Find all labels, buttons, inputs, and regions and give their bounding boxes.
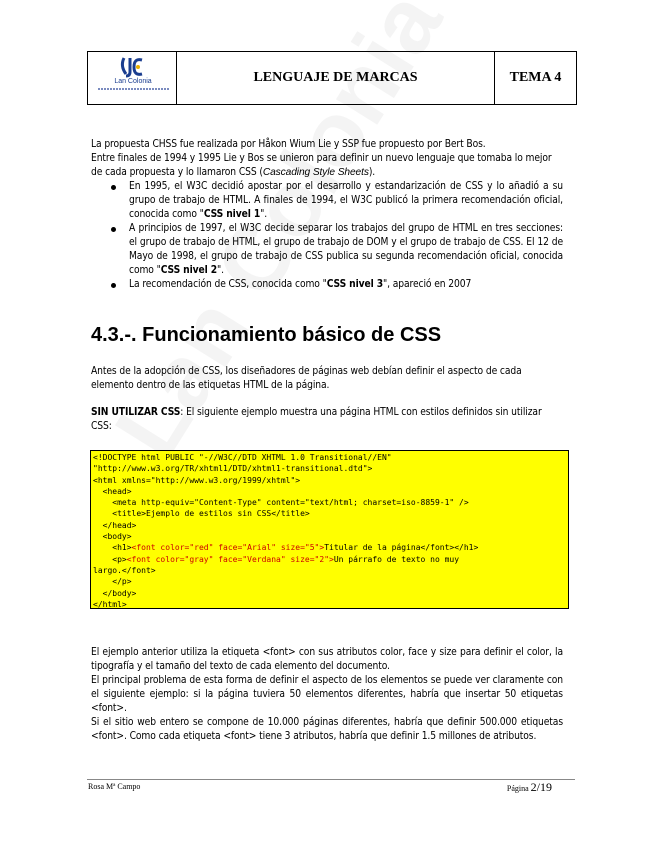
page-header <box>87 51 577 105</box>
footer-divider <box>87 779 575 780</box>
logo-text: Lan Colonia <box>114 78 152 85</box>
closing-paragraph: El ejemplo anterior utiliza la etiqueta <font> con sus atributos color, face y size para definir el color, la tipografía y el tamaño del texto de cada elemento del documento. <box>91 647 563 672</box>
code-line: <head> <box>93 486 132 496</box>
code-line: "http://www.w3.org/TR/xhtml1/DTD/xhtml1-transitional.dtd"> <box>93 464 373 474</box>
code-example <box>90 450 569 609</box>
code-line: largo.</font> <box>93 565 156 575</box>
sin-css-paragraph: SIN UTILIZAR CSS: El siguiente ejemplo muestra una página HTML con estilos definidos sin utilizar CSS: <box>91 407 542 432</box>
intro-paragraph-2: Entre finales de 1994 y 1995 Lie y Bos se unieron para definir un nuevo lenguaje que tomaba lo mejor de cada propuesta y lo llamaron CSS (Cascading Style Sheets). <box>91 153 552 178</box>
intro-paragraph-1: La propuesta CHSS fue realizada por Håkon Wium Lie y SSP fue propuesto por Bert Bos. <box>91 139 486 150</box>
list-item: La recomendación de CSS, conocida como "CSS nivel 3", apareció en 2007 <box>129 278 563 292</box>
logo <box>88 52 177 104</box>
history-list <box>91 180 563 292</box>
section-heading: 4.3.-. Funcionamiento básico de CSS <box>91 324 442 346</box>
code-line: </html> <box>93 599 127 609</box>
code-line: <title>Ejemplo de estilos sin CSS</title> <box>93 509 310 519</box>
logo-subline <box>98 88 170 90</box>
code-line: <meta http-equiv="Content-Type" content="text/html; charset=iso-8859-1" /> <box>93 498 469 508</box>
code-line: <!DOCTYPE html PUBLIC "-//W3C//DTD XHTML 1.0 Transitional//EN" <box>93 453 392 462</box>
code-line: </head> <box>93 520 137 530</box>
adopcion-paragraph: Antes de la adopción de CSS, los diseñadores de páginas web debían definir el aspecto de cada elemento dentro de las etiquetas HTML de la página. <box>91 366 522 391</box>
page-number: 2/19 <box>530 780 552 794</box>
code-line: <html xmlns="http://www.w3.org/1999/xhtml"> <box>93 475 301 485</box>
footer-author: Rosa Mª Campo <box>88 782 141 791</box>
code-line: </p> <box>93 577 132 587</box>
code-line: </body> <box>93 588 137 598</box>
document-title: LENGUAJE DE MARCAS <box>177 52 495 104</box>
list-item: A principios de 1997, el W3C decide separar los trabajos del grupo de HTML en tres secciones: el grupo de trabajo de HTML, el grupo de trabajo de DOM y el grupo de trabajo de CSS. El 12 de Mayo de 1998, el grupo de trabajo de CSS publica su segunda recomendación oficial, conocida como "CSS nivel 2". <box>129 223 563 276</box>
list-item: En 1995, el W3C decidió apostar por el desarrollo y estandarización de CSS y lo añadió a su grupo de trabajo de HTML. A finales de 1994, el W3C publicó la primera recomendación oficial, conocida como "CSS nivel 1". <box>129 181 563 220</box>
tema-label: TEMA 4 <box>509 70 562 85</box>
closing-paragraph: Si el sitio web entero se compone de 10.000 páginas diferentes, habría que definir 500.000 etiquetas <font>. Como cada etiqueta <font> tiene 3 atributos, habría que definir 1.5 millones de atributos. <box>91 717 563 742</box>
code-line: <p><font color="gray" face="Verdana" size="2">Un párrafo de texto no muy <box>93 554 460 564</box>
code-line: <body> <box>93 532 132 542</box>
closing-block <box>91 646 563 744</box>
css-expansion: Cascading Style Sheets <box>262 167 369 178</box>
intro-block <box>91 138 563 292</box>
footer-page: Página 2/19 <box>506 780 552 794</box>
code-line: <h1><font color="red" face="Arial" size="5">Titular de la página</font></h1> <box>93 543 479 553</box>
sin-css-label: SIN UTILIZAR CSS <box>91 407 181 418</box>
closing-paragraph: El principal problema de esta forma de definir el aspecto de los elementos se puede ver claramente con el siguiente ejemplo: si la página tuviera 50 elementos diferentes, habría que insertar 50 etiquetas <font>. <box>91 675 563 714</box>
logo-icon <box>118 56 146 78</box>
